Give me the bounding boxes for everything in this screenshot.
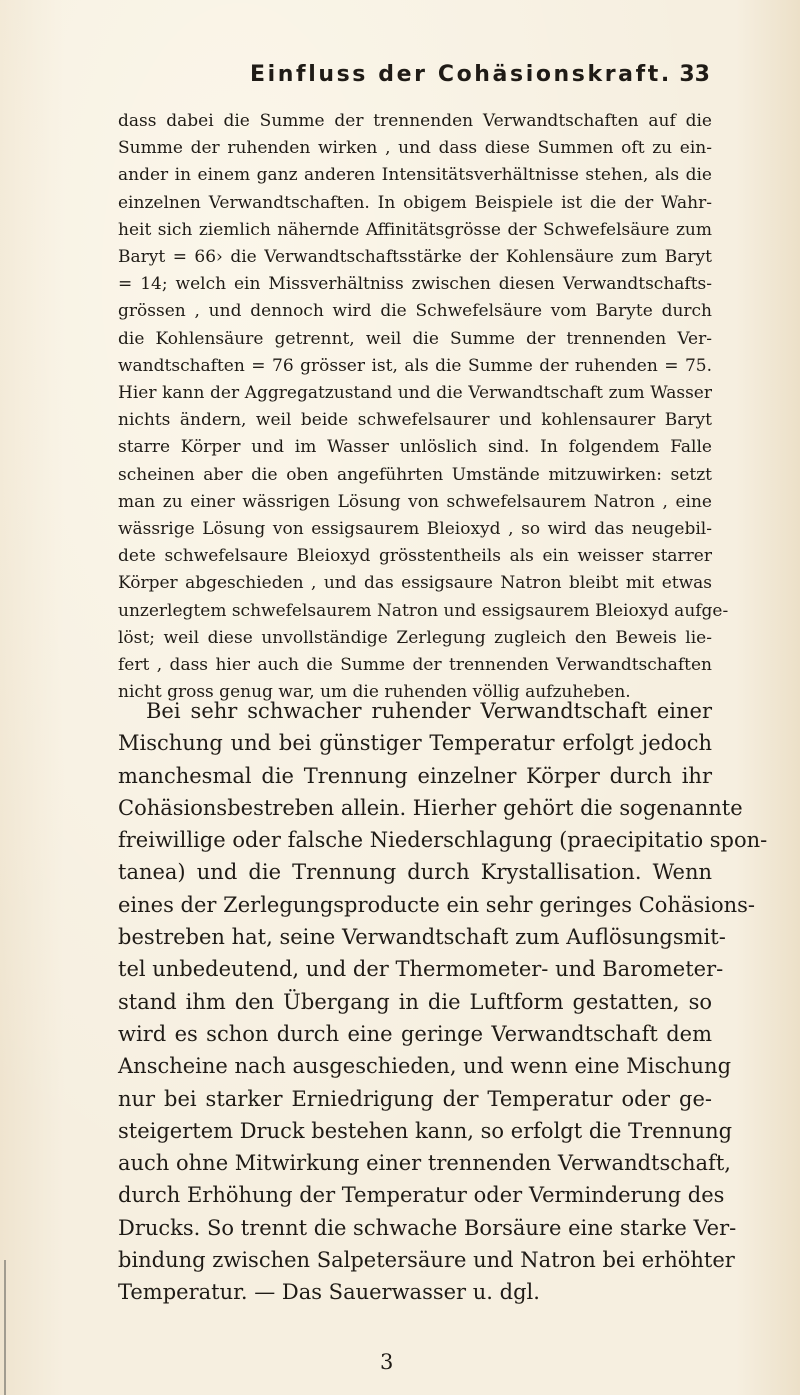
text-line: man zu einer wässrigen Lösung von schwefelsaurem Natron , eine [118,491,712,512]
text-line: heit sich ziemlich nähernde Affinitätsgrösse der Schwefelsäure zum [118,219,712,240]
text-line: Baryt = 66› die Verwandtschaftsstärke der Kohlensäure zum Baryt [118,247,712,268]
text-line: Summe der ruhenden wirken , und dass diese Summen oft zu ein- [118,138,712,159]
text-line: wandtschaften = 76 grösser ist, als die Summe der ruhenden = 75. [118,355,712,376]
text-line: Cohäsionsbestreben allein. Hierher gehört die sogenannte [118,795,743,820]
text-line: die Kohlensäure getrennt, weil die Summe der trennenden Ver- [118,328,712,349]
gutter-shadow-line [4,1260,6,1395]
text-line: bestreben hat, seine Verwandtschaft zum Auflösungsmit- [118,925,726,950]
text-line: nur bei starker Erniedrigung der Temperatur oder ge- [118,1086,712,1111]
signature-mark: 3 [380,1350,394,1374]
text-line: Mischung und bei günstiger Temperatur erfolgt jedoch [118,731,712,756]
text-line: fert , dass hier auch die Summe der trennenden Verwandtschaften [118,655,712,676]
text-line: dete schwefelsaure Bleioxyd grösstentheils als ein weisser starrer [118,546,712,567]
text-line: freiwillige oder falsche Niederschlagung (praecipitatio spon- [118,828,768,853]
text-line: unzerlegtem schwefelsaurem Natron und essigsaurem Bleioxyd aufge- [118,600,729,621]
text-line: nicht gross genug war, um die ruhenden völlig aufzuheben. [118,682,631,703]
text-line: dass dabei die Summe der trennenden Verwandtschaften auf die [118,111,712,131]
page-header [250,62,710,102]
text-line: eines der Zerlegungsproducte ein sehr geringes Cohäsions- [118,892,755,917]
text-line: = 14; welch ein Missverhältniss zwischen diesen Verwandtschafts- [118,274,712,295]
text-line: löst; weil diese unvollständige Zerlegung zugleich den Beweis lie- [118,627,712,648]
text-line: Drucks. So trennt die schwache Borsäure eine starke Ver- [118,1215,737,1240]
text-line: bindung zwischen Salpetersäure und Natron bei erhöhter [118,1248,735,1273]
text-line: durch Erhöhung der Temperatur oder Verminderung des [118,1183,725,1208]
text-line: ander in einem ganz anderen Intensitätsverhältnisse stehen, als die [118,165,712,186]
running-title: Einfluss der Cohäsionskraft. [250,62,672,87]
text-line: Bei sehr schwacher ruhender Verwandtschaft einer [146,699,712,723]
text-line: manchesmal die Trennung einzelner Körper durch ihr [118,763,712,788]
text-line: Körper abgeschieden , und das essigsaure Natron bleibt mit etwas [118,573,712,594]
main-paragraph [118,695,768,1309]
text-line: wird es schon durch eine geringe Verwandtschaft dem [118,1021,712,1046]
text-line: scheinen aber die oben angeführten Umstände mitzuwirken: setzt [118,464,712,485]
text-line: wässrige Lösung von essigsaurem Bleioxyd , so wird das neugebil- [118,519,712,540]
text-line: tel unbedeutend, und der Thermometer- und Barometer- [118,957,724,982]
text-line: auch ohne Mitwirkung einer trennenden Verwandtschaft, [118,1151,731,1176]
text-line: einzelnen Verwandtschaften. In obigem Beispiele ist die der Wahr- [118,192,712,213]
page-number: 33 [679,62,710,87]
text-line: Temperatur. — Das Sauerwasser u. dgl. [118,1280,540,1305]
text-line: steigertem Druck bestehen kann, so erfolgt die Trennung [118,1118,733,1143]
text-line: tanea) und die Trennung durch Krystallisation. Wenn [118,860,712,885]
text-line: nichts ändern, weil beide schwefelsaurer und kohlensaurer Baryt [118,410,712,431]
small-print-paragraph [118,108,729,706]
text-line: starre Körper und im Wasser unlöslich sind. In folgendem Falle [118,437,712,458]
text-line: Hier kann der Aggregatzustand und die Verwandtschaft zum Wasser [118,383,712,404]
text-line: grössen , und dennoch wird die Schwefelsäure vom Baryte durch [118,301,712,322]
text-line: Anscheine nach ausgeschieden, und wenn eine Mischung [118,1054,732,1079]
text-line: stand ihm den Übergang in die Luftform gestatten, so [118,989,712,1014]
